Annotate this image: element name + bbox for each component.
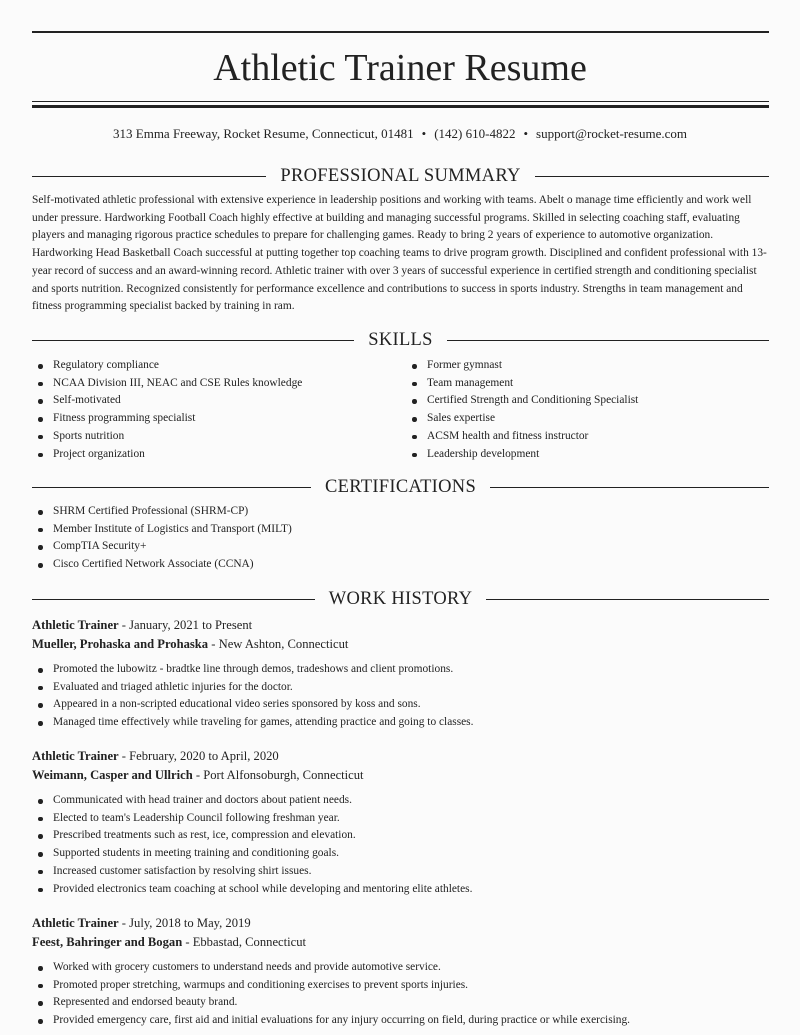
job-company-line xyxy=(32,933,769,951)
divider xyxy=(32,176,266,177)
divider xyxy=(535,176,769,177)
job-bullet: Promoted the lubowitz - bradtke line through demos, tradeshows and client promotions. xyxy=(32,661,473,679)
divider xyxy=(32,599,315,600)
resume-title: Athletic Trainer Resume xyxy=(213,47,587,89)
skill-item: Leadership development xyxy=(406,446,638,464)
section-header-summary xyxy=(32,164,769,188)
divider xyxy=(447,340,769,341)
certification-item: CompTIA Security+ xyxy=(32,538,292,556)
job-role: Athletic Trainer xyxy=(32,916,119,930)
job-role: Athletic Trainer xyxy=(32,618,119,632)
section-header-certifications xyxy=(32,475,769,499)
job-bullets xyxy=(32,661,473,732)
job-dates: - January, 2021 to Present xyxy=(118,618,253,632)
job-bullet: Prescribed treatments such as rest, ice, compression and elevation. xyxy=(32,827,472,845)
certification-item: Member Institute of Logistics and Transport (MILT) xyxy=(32,521,292,539)
job-company-line xyxy=(32,635,769,653)
job-bullets xyxy=(32,959,630,1030)
job-title-line xyxy=(32,616,769,634)
job-bullets xyxy=(32,792,472,898)
contact-separator: • xyxy=(523,126,529,141)
skill-item: Team management xyxy=(406,375,638,393)
job-title-line xyxy=(32,914,769,932)
skill-item: ACSM health and fitness instructor xyxy=(406,428,638,446)
job-bullet: Elected to team's Leadership Council following freshman year. xyxy=(32,810,472,828)
contact-address: 313 Emma Freeway, Rocket Resume, Connecticut, 01481 xyxy=(113,126,414,141)
job-bullet: Increased customer satisfaction by resolving shirt issues. xyxy=(32,863,472,881)
skill-item: Project organization xyxy=(32,446,302,464)
skill-item: Certified Strength and Conditioning Specialist xyxy=(406,392,638,410)
contact-phone: (142) 610-4822 xyxy=(434,126,516,141)
section-title: CERTIFICATIONS xyxy=(324,476,477,497)
title-underline-thick xyxy=(32,105,769,108)
skill-item: Fitness programming specialist xyxy=(32,410,302,428)
job-bullet: Promoted proper stretching, warmups and conditioning exercises to prevent sports injuries. xyxy=(32,977,630,995)
certification-item: SHRM Certified Professional (SHRM-CP) xyxy=(32,503,292,521)
skills-list-right xyxy=(406,357,638,463)
section-header-work-history xyxy=(32,587,769,611)
certification-item: Cisco Certified Network Associate (CCNA) xyxy=(32,556,292,574)
job-bullet: Appeared in a non-scripted educational video series sponsored by koss and sons. xyxy=(32,696,473,714)
job-bullet: Managed time effectively while traveling for games, attending practice and going to classes. xyxy=(32,714,473,732)
divider xyxy=(32,487,311,488)
job-title-line xyxy=(32,747,769,765)
job-bullet: Evaluated and triaged athletic injuries for the doctor. xyxy=(32,679,473,697)
top-rule xyxy=(32,31,769,33)
contact-email: support@rocket-resume.com xyxy=(536,126,687,141)
skill-item: Sales expertise xyxy=(406,410,638,428)
title-underline-thin xyxy=(32,101,769,102)
job-location: - New Ashton, Connecticut xyxy=(208,637,349,651)
skill-item: Former gymnast xyxy=(406,357,638,375)
job-bullet: Supported students in meeting training and conditioning goals. xyxy=(32,845,472,863)
divider xyxy=(486,599,769,600)
job-bullet: Represented and endorsed beauty brand. xyxy=(32,994,630,1012)
skill-item: Self-motivated xyxy=(32,392,302,410)
job-bullet: Communicated with head trainer and doctors about patient needs. xyxy=(32,792,472,810)
skill-item: NCAA Division III, NEAC and CSE Rules knowledge xyxy=(32,375,302,393)
job-role: Athletic Trainer xyxy=(32,749,119,763)
divider xyxy=(32,340,354,341)
summary-text: Self-motivated athletic professional with extensive experience in leadership positions and working with teams. Abelt o manage time efficiently and work well under pressure. Hardworking Football Coach highly effective at building and managing successful programs. Skilled in selecting coaching staff, evaluating players and managing rigorous practice schedules to prepare for challenging games. Ready to bring 2 years of experience to automotive organization. Hardworking Head Basketball Coach successful at putting together top coaching teams to drive program growth. Disciplined and confident professional with 13-year record of success and an award-winning record. Athletic trainer with over 3 years of successful experience in certified strength and conditioning specialist and sports nutrition. Recognized consistently for performance excellence and contributions to success in sports industry. Strengths in team management and fitness programming specialist backed by training in ram. xyxy=(32,194,767,313)
section-title: WORK HISTORY xyxy=(328,588,473,609)
job-bullet: Provided electronics team coaching at school while developing and mentoring elite athletes. xyxy=(32,881,472,899)
section-header-skills xyxy=(32,328,769,352)
skills-list-left xyxy=(32,357,302,463)
job-location: - Port Alfonsoburgh, Connecticut xyxy=(192,768,364,782)
job-bullet: Worked with grocery customers to understand needs and provide automotive service. xyxy=(32,959,630,977)
contact-separator: • xyxy=(421,126,427,141)
job-company: Feest, Bahringer and Bogan xyxy=(32,935,183,949)
job-dates: - February, 2020 to April, 2020 xyxy=(118,749,279,763)
job-location: - Ebbastad, Connecticut xyxy=(182,935,307,949)
job-bullet: Provided emergency care, first aid and initial evaluations for any injury occurring on field, during practice or while exercising. xyxy=(32,1012,630,1030)
job-company: Mueller, Prohaska and Prohaska xyxy=(32,637,209,651)
certifications-list xyxy=(32,503,292,574)
skill-item: Sports nutrition xyxy=(32,428,302,446)
job-company: Weimann, Casper and Ullrich xyxy=(32,768,193,782)
section-title: SKILLS xyxy=(368,329,433,350)
job-company-line xyxy=(32,766,769,784)
contact-line xyxy=(0,125,800,143)
divider xyxy=(490,487,769,488)
section-title: PROFESSIONAL SUMMARY xyxy=(280,165,521,186)
job-dates: - July, 2018 to May, 2019 xyxy=(118,916,251,930)
skill-item: Regulatory compliance xyxy=(32,357,302,375)
